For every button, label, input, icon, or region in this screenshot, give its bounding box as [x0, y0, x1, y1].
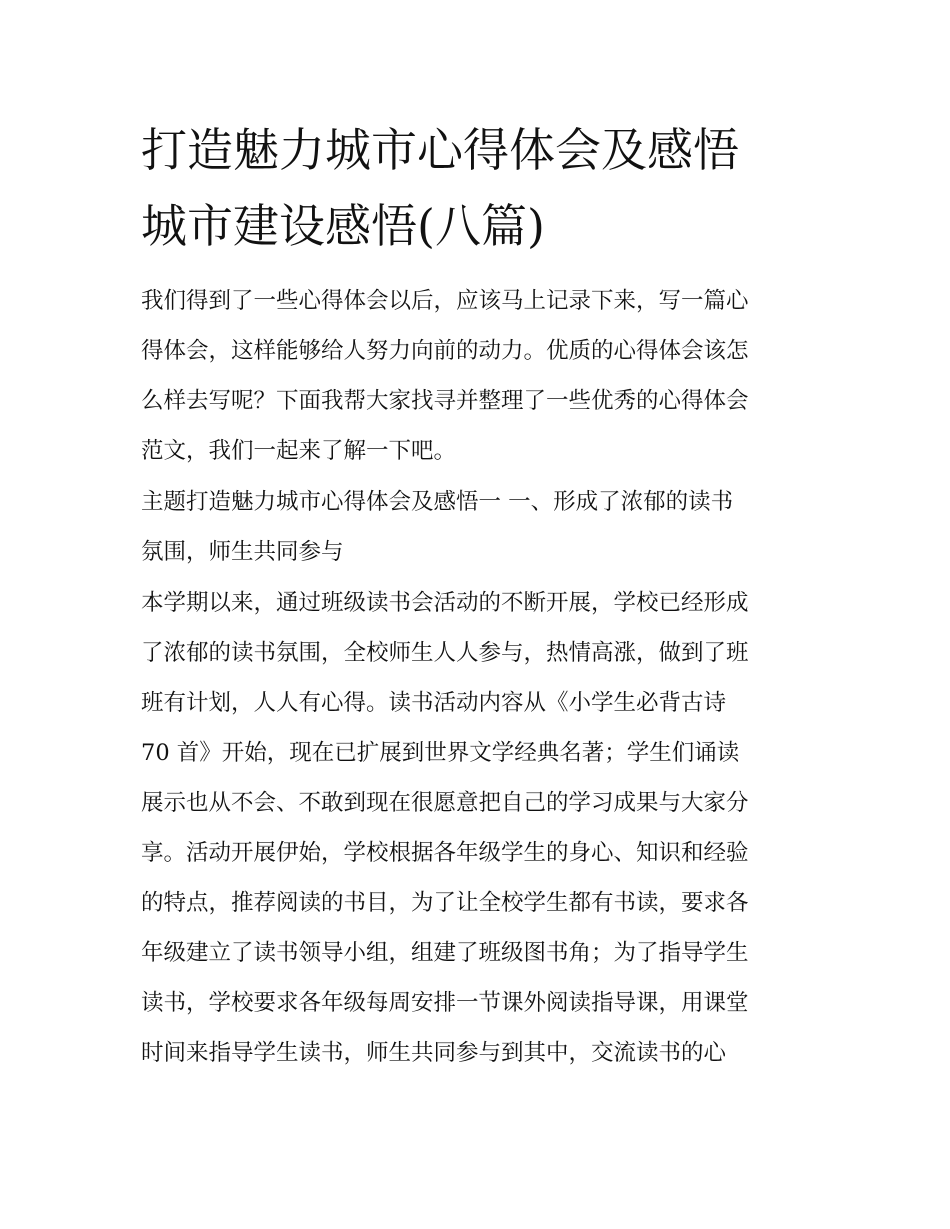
text-line: 主题打造魅力城市心得体会及感悟一 一、形成了浓郁的读书 [141, 489, 734, 515]
text-line: 读书，学校要求各年级每周安排一节课外阅读指导课，用课堂 [141, 990, 749, 1016]
text-line: 本学期以来，通过班级读书会活动的不断开展，学校已经形成 [141, 590, 749, 616]
text-line: 么样去写呢？下面我帮大家找寻并整理了一些优秀的心得体会 [141, 388, 749, 414]
text-line: 享。活动开展伊始，学校根据各年级学生的身心、知识和经验 [141, 840, 749, 866]
text-line: 氛围，师生共同参与 [141, 539, 344, 565]
text-line: 时间来指导学生读书，师生共同参与到其中，交流读书的心 [141, 1040, 727, 1066]
text-line: 70 首》开始，现在已扩展到世界文学经典名著；学生们诵读 [141, 740, 740, 766]
document-title [141, 112, 821, 264]
text-line: 我们得到了一些心得体会以后，应该马上记录下来，写一篇心 [141, 288, 749, 314]
theme-heading-paragraph [141, 477, 821, 577]
text-line: 展示也从不会、不敢到现在很愿意把自己的学习成果与大家分 [141, 790, 749, 816]
text-line: 了浓郁的读书氛围，全校师生人人参与，热情高涨，做到了班 [141, 640, 749, 666]
text-line: 得体会，这样能够给人努力向前的动力。优质的心得体会该怎 [141, 338, 749, 364]
text-line: 年级建立了读书领导小组，组建了班级图书角；为了指导学生 [141, 940, 749, 966]
title-line: 城市建设感悟(八篇) [141, 199, 545, 253]
text-line: 范文，我们一起来了解一下吧。 [141, 438, 457, 464]
body-paragraph [141, 578, 821, 1078]
title-line: 打造魅力城市心得体会及感悟 [141, 123, 739, 177]
intro-paragraph [141, 276, 821, 476]
text-line: 的特点，推荐阅读的书目，为了让全校学生都有书读，要求各 [141, 890, 749, 916]
text-line: 班有计划，人人有心得。读书活动内容从《小学生必背古诗 [141, 690, 727, 716]
